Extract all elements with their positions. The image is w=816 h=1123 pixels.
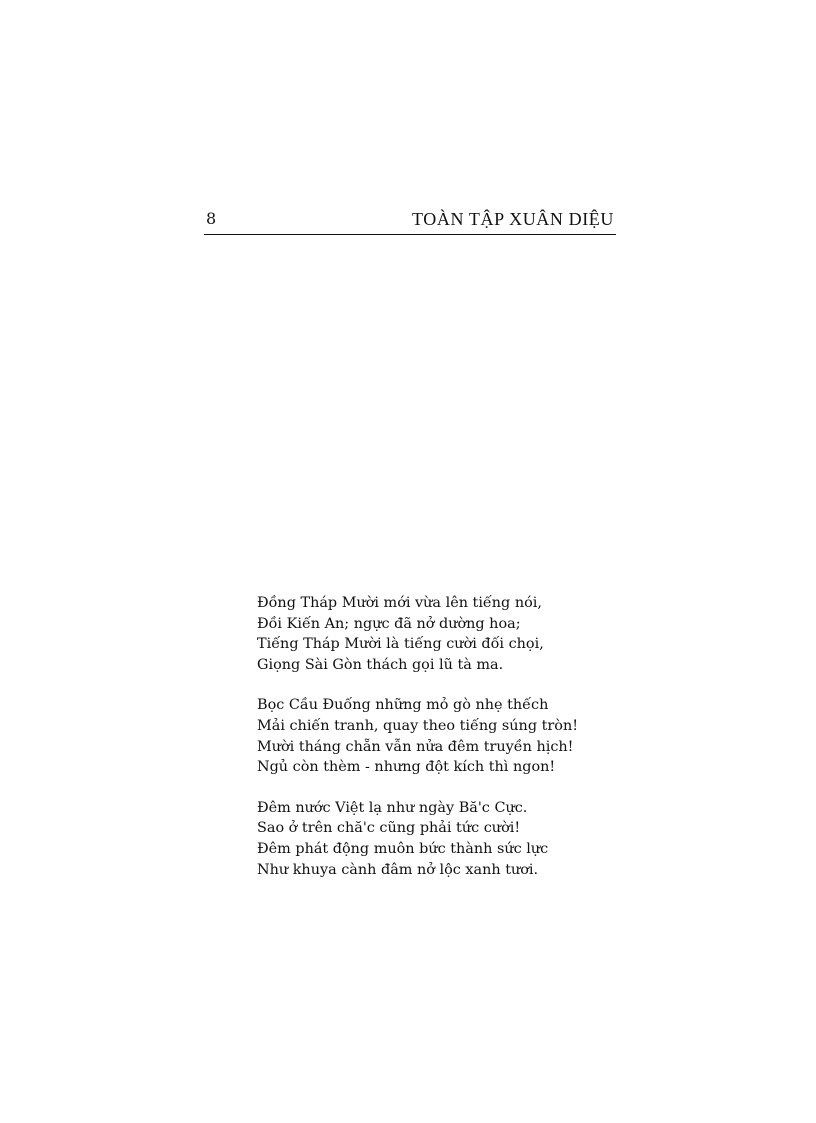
poem-line: Mười tháng chẵn vẫn nửa đêm truyền hịch! <box>257 738 574 755</box>
page-header <box>204 206 616 235</box>
poem-line: Đêm phát động muôn bức thành sức lực <box>257 840 549 857</box>
poem-line: Mải chiến tranh, quay theo tiếng súng tròn! <box>257 717 578 734</box>
running-title: TOÀN TẬP XUÂN DIỆU <box>412 209 614 229</box>
poem-line: Đồng Tháp Mười mới vừa lên tiếng nói, <box>257 595 542 611</box>
poem-line: Đồi Kiến An; ngực đã nở dường hoa; <box>257 615 521 632</box>
page-number: 8 <box>206 209 217 228</box>
poem-line: Đêm nước Việt lạ như ngày Bă'c Cực. <box>257 799 528 816</box>
stanza-1 <box>257 593 637 675</box>
poem-line: Như khuya cành đâm nở lộc xanh tươi. <box>257 861 539 878</box>
poem-line: Bọc Cầu Đuống những mỏ gò nhẹ thếch <box>257 697 549 714</box>
poem-line: Sao ở trên chă'c cũng phải tức cười! <box>257 820 521 837</box>
poem <box>257 593 637 900</box>
poem-line: Giọng Sài Gòn thách gọi lũ tà ma. <box>257 656 504 673</box>
stanza-2 <box>257 695 637 777</box>
poem-line: Ngủ còn thèm - nhưng đột kích thì ngon! <box>257 759 556 776</box>
stanza-3 <box>257 798 637 880</box>
poem-line: Tiếng Tháp Mười là tiếng cười đối chọi, <box>257 636 544 653</box>
